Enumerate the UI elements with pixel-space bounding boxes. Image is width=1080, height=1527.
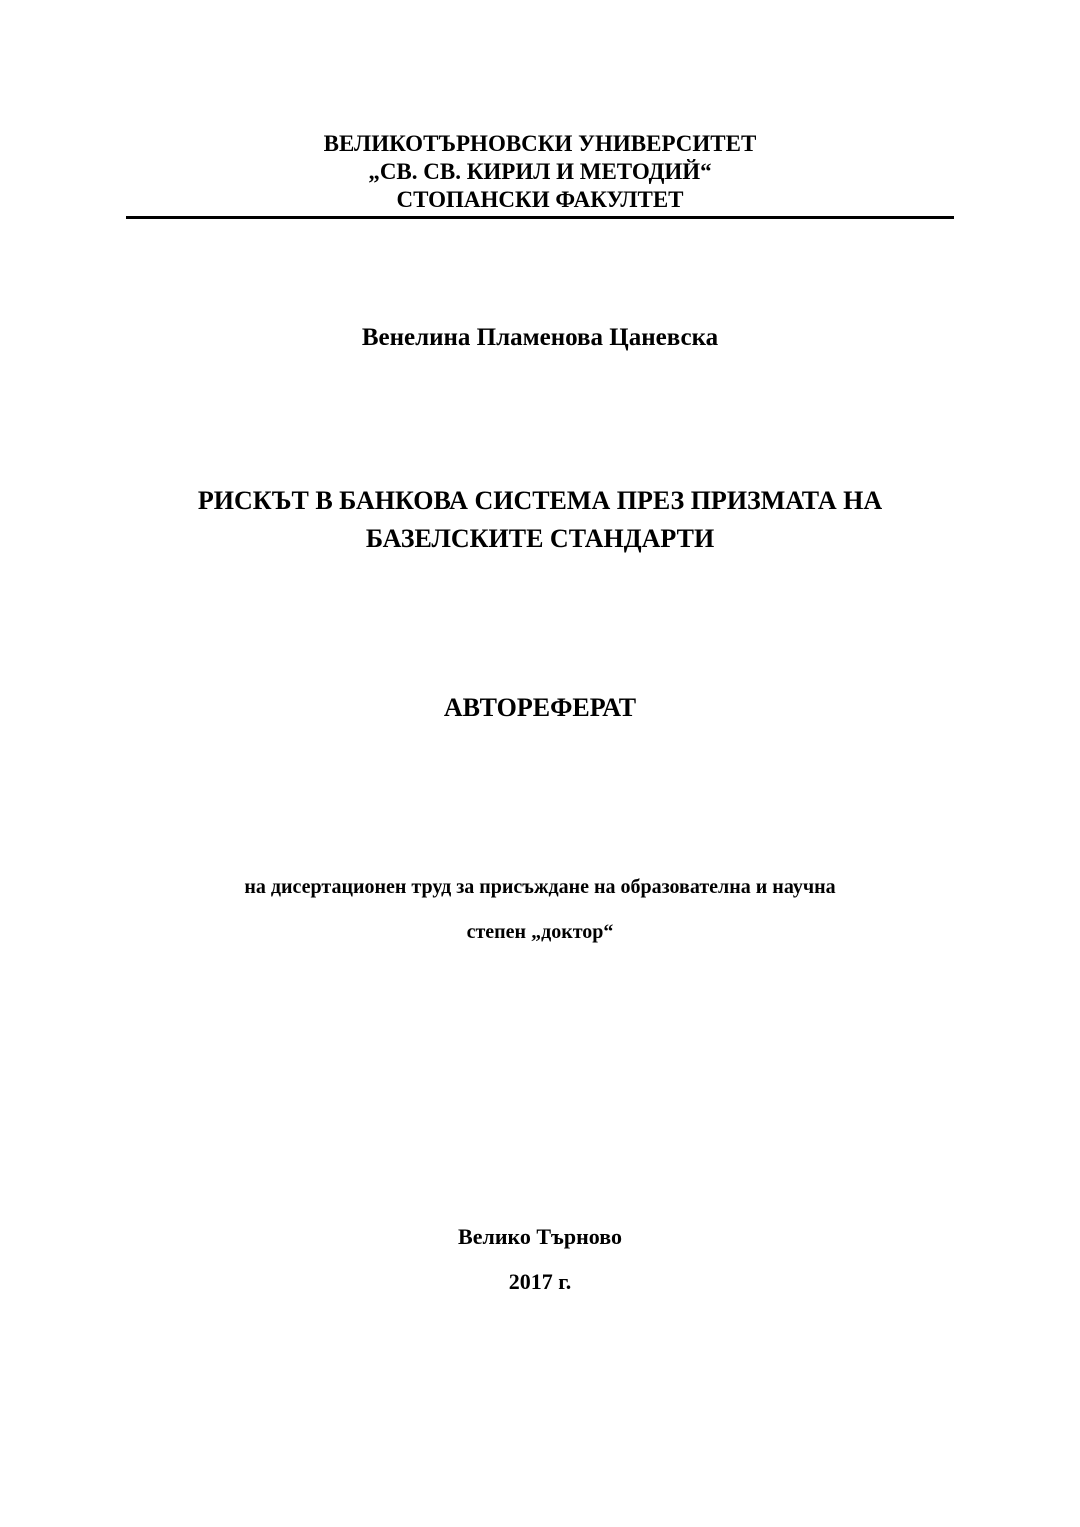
thesis-title-line1: РИСКЪТ В БАНКОВА СИСТЕМА ПРЕЗ ПРИЗМАТА НА <box>197 486 883 515</box>
purpose-line1: на дисертационен труд за присъждане на образователна и научна <box>244 876 836 898</box>
purpose-line2: степен „доктор“ <box>466 921 614 943</box>
university-name-line2: „СВ. СВ. КИРИЛ И МЕТОДИЙ“ <box>368 159 712 184</box>
thesis-title-line2: БАЗЕЛСКИТЕ СТАНДАРТИ <box>365 524 715 553</box>
faculty-name: СТОПАНСКИ ФАКУЛТЕТ <box>396 187 684 212</box>
year: 2017 г. <box>508 1269 572 1294</box>
author-name: Венелина Пламенова Цаневска <box>361 324 719 351</box>
university-name-line1: ВЕЛИКОТЪРНОВСКИ УНИВЕРСИТЕТ <box>323 131 757 156</box>
document-type: АВТОРЕФЕРАТ <box>443 693 637 722</box>
header-divider <box>126 216 954 219</box>
city: Велико Търново <box>458 1224 622 1249</box>
